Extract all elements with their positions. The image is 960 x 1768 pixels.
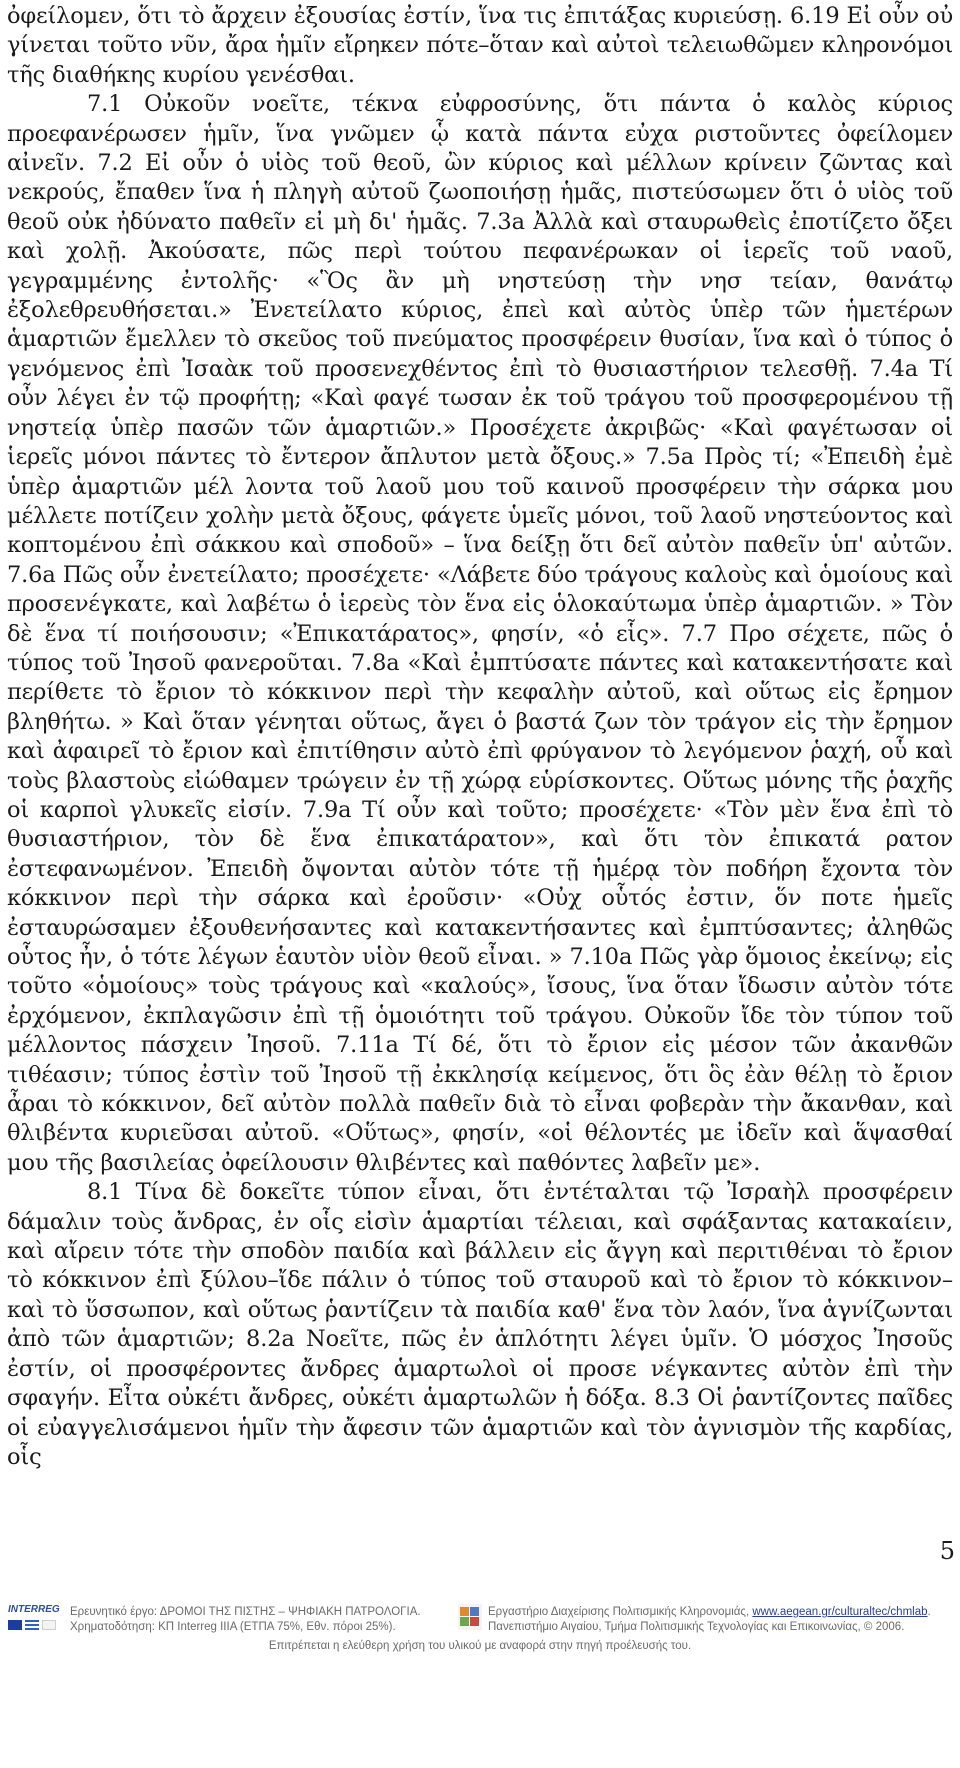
footer-lab-suffix: .	[927, 1606, 931, 1618]
footer-lab-prefix: Εργαστήριο Διαχείρισης Πολιτισμικής Κληρονομιάς,	[488, 1606, 753, 1618]
paragraph-chapter-7: 7.1 Οὐκοῦν νοεῖτε, τέκνα εὐφροσύνης, ὅτι πάντα ὁ καλὸς κύριος προεφανέρωσεν ἡμῖν, ἵνα γνῶμεν ᾧ κατὰ πάντα εὐχα ριστοῦντες ὀφείλομεν αἰνεῖν. 7.2 Εἰ οὖν ὁ υἱὸς τοῦ θεοῦ, ὢν κύριος καὶ μέλλων κρίνειν ζῶντας καὶ νεκρούς, ἔπαθεν ἵνα ἡ πληγὴ αὐτοῦ ζωοποιήσῃ ἡμᾶς, πιστεύσωμεν ὅτι ὁ υἱὸς τοῦ θεοῦ οὐκ ἠδύνατο παθεῖν εἰ μὴ δι' ἡμᾶς. 7.3a Ἀλλὰ καὶ σταυρωθεὶς ἐποτίζετο ὄξει καὶ χολῇ. Ἀκούσατε, πῶς περὶ τούτου πεφανέρωκαν οἱ ἱερεῖς τοῦ ναοῦ, γεγραμμένης ἐντολῆς· «Ὃς ἂν μὴ νηστεύσῃ τὴν νησ τείαν, θανάτῳ ἐξολεθρευθήσεται.» Ἐνετείλατο κύριος, ἐπεὶ καὶ αὐτὸς ὑπὲρ τῶν ἡμετέρων ἁμαρτιῶν ἔμελλεν τὸ σκεῦος τοῦ πνεύματος προσφέρειν θυσίαν, ἵνα καὶ ὁ τύπος ὁ γενόμενος ἐπὶ Ἰσαὰκ τοῦ προσενεχθέντος ἐπὶ τὸ θυσιαστήριον τελεσθῇ. 7.4a Τί οὖν λέγει ἐν τῷ προφήτῃ; «Καὶ φαγέ τωσαν ἐκ τοῦ τράγου τοῦ προσφερομένου τῇ νηστείᾳ ὑπὲρ πασῶν τῶν ἁμαρτιῶν.» Προσέχετε ἀκριβῶς· «Καὶ φαγέτωσαν οἱ ἱερεῖς μόνοι πάντες τὸ ἔντερον ἄπλυτον μετὰ ὄξους.» 7.5a Πρὸς τί; «Ἐπειδὴ ἐμὲ ὑπὲρ ἁμαρτιῶν μέλ λοντα τοῦ λαοῦ μου τοῦ καινοῦ προσφέρειν τὴν σάρκα μου μέλλετε ποτίζειν χολὴν μετὰ ὄξους, φάγετε ὑμεῖς μόνοι, τοῦ λαοῦ νηστεύοντος καὶ κοπτομένου ἐπὶ σάκκου καὶ σποδοῦ» – ἵνα δείξῃ ὅτι δεῖ αὐτὸν παθεῖν ὑπ' αὐτῶν. 7.6a Πῶς οὖν ἐνετείλατο; προσέχετε· «Λάβετε δύο τράγους καλοὺς καὶ ὁμοίους καὶ προσενέγκατε, καὶ λαβέτω ὁ ἱερεὺς τὸν ἕνα εἰς ὁλοκαύτωμα ὑπὲρ ἁμαρτιῶν. » Τὸν δὲ ἕνα τί ποιήσουσιν; «Ἐπικατάρατος», φησίν, «ὁ εἷς». 7.7 Προ σέχετε, πῶς ὁ τύπος τοῦ Ἰησοῦ φανεροῦται. 7.8a «Καὶ ἐμπτύσατε πάντες καὶ κατακεντήσατε καὶ περίθετε τὸ ἔριον τὸ κόκκινον περὶ τὴν κεφαλὴν αὐτοῦ, καὶ οὕτως εἰς ἔρημον βληθήτω. » Καὶ ὅταν γένηται οὕτως, ἄγει ὁ βαστά ζων τὸν τράγον εἰς τὴν ἔρημον καὶ ἀφαιρεῖ τὸ ἔριον καὶ ἐπιτίθησιν αὐτὸ ἐπὶ φρύγανον τὸ λεγόμενον ῥαχή, οὗ καὶ τοὺς βλαστοὺς εἰώθαμεν τρώγειν ἐν τῇ χώρᾳ εὑρίσκοντες. Οὕτως μόνης τῆς ῥαχῆς οἱ καρποὶ γλυκεῖς εἰσίν. 7.9a Τί οὖν καὶ τοῦτο; προσέχετε· «Τὸν μὲν ἕνα ἐπὶ τὸ θυσιαστήριον, τὸν δὲ ἕνα ἐπικατάρατον», καὶ ὅτι τὸν ἐπικατά ρατον ἐστεφανωμένον. Ἐπειδὴ ὄψονται αὐτὸν τότε τῇ ἡμέρᾳ τὸν ποδήρη ἔχοντα τὸν κόκκινον περὶ τὴν σάρκα καὶ ἐροῦσιν· «Οὐχ οὗτός ἐστιν, ὅν ποτε ἡμεῖς ἐσταυρώσαμεν ἐξουθενήσαντες καὶ κατακεντήσαντες καὶ ἐμπτύσαντες; ἀληθῶς οὗτος ἦν, ὁ τότε λέγων ἑαυτὸν υἱὸν θεοῦ εἶναι. » 7.10a Πῶς γὰρ ὅμοιος ἐκείνῳ; εἰς τοῦτο «ὁμοίους» τοὺς τράγους καὶ «καλούς», ἴσους, ἵνα ὅταν ἴδωσιν αὐτὸν τότε ἐρχόμενον, ἐκπλαγῶσιν ἐπὶ τῇ ὁμοιότητι τοῦ τράγου. Οὐκοῦν ἴδε τὸν τύπον τοῦ μέλλοντος πάσχειν Ἰησοῦ. 7.11a Τί δέ, ὅτι τὸ ἔριον εἰς μέσον τῶν ἀκανθῶν τιθέασιν; τύπος ἐστὶν τοῦ Ἰησοῦ τῇ ἐκκλησίᾳ κείμενος, ὅτι ὃς ἐὰν θέλῃ τὸ ἔριον ἆραι τὸ κόκκινον, δεῖ αὐτὸν πολλὰ παθεῖν διὰ τὸ εἶναι φοβερὰν τὴν ἄκανθαν, καὶ θλιβέντα κυριεῦσαι αὐτοῦ. «Οὕτως», φησίν, «οἱ θέλοντές με ἰδεῖν καὶ ἅψασθαί μου τῆς βασιλείας ὀφείλουσιν θλιβέντες καὶ παθόντες λαβεῖν με».	[7, 91, 953, 1176]
footer-lab-line	[488, 1606, 931, 1618]
page-footer	[0, 1598, 960, 1658]
cyprus-flag-icon	[42, 1620, 56, 1630]
footer-funding-line: Χρηματοδότηση: ΚΠ Interreg IIIA (ΕΤΠΑ 75%, Εθν. πόροι 25%).	[70, 1621, 396, 1633]
document-body	[7, 2, 953, 1472]
eu-flag-icon	[8, 1620, 22, 1630]
interreg-logo-text: INTERREG	[8, 1604, 60, 1615]
interreg-logo-icon	[8, 1604, 63, 1638]
paragraph-chapter-8: 8.1 Τίνα δὲ δοκεῖτε τύπον εἶναι, ὅτι ἐντέταλται τῷ Ἰσραὴλ προσφέρειν δάμαλιν τοὺς ἄνδρας, ἐν οἷς εἰσὶν ἁμαρτίαι τέλειαι, καὶ σφάξαντας κατακαίειν, καὶ αἴρειν τότε τὴν σποδὸν παιδία καὶ βάλλειν εἰς ἄγγη καὶ περιτιθέναι τὸ ἔριον τὸ κόκκινον ἐπὶ ξύλου–ἴδε πάλιν ὁ τύπος τοῦ σταυροῦ καὶ τὸ ἔριον τὸ κόκκινον–καὶ τὸ ὕσσωπον, καὶ οὕτως ῥαντίζειν τὰ παιδία καθ' ἕνα τὸν λαόν, ἵνα ἁγνίζωνται ἀπὸ τῶν ἁμαρτιῶν; 8.2a Νοεῖτε, πῶς ἐν ἁπλότητι λέγει ὑμῖν. Ὁ μόσχος Ἰησοῦς ἐστίν, οἱ προσφέροντες ἄνδρες ἁμαρτωλοὶ οἱ προσε νέγκαντες αὐτὸν ἐπὶ τὴν σφαγήν. Εἶτα οὐκέτι ἄνδρες, οὐκέτι ἁμαρτωλῶν ἡ δόξα. 8.3 Οἱ ῥαντίζοντες παῖδες οἱ εὐαγγελισάμενοι ἡμῖν τὴν ἄφεσιν τῶν ἁμαρτιῶν καὶ τὸν ἁγνισμὸν τῆς καρδίας, οἷς	[7, 1179, 953, 1470]
chmlab-link[interactable]: www.aegean.gr/culturaltec/chmlab	[752, 1606, 928, 1618]
footer-university-line: Πανεπιστήμιο Αιγαίου, Τμήμα Πολιτισμικής Τεχνολογίας και Επικοινωνίας, © 2006.	[488, 1621, 905, 1633]
footer-lab-info	[458, 1604, 958, 1638]
footer-project-info	[8, 1604, 448, 1638]
footer-project-line: Ερευνητικό έργο: ΔΡΟΜΟΙ ΤΗΣ ΠΙΣΤΗΣ – ΨΗΦΙΑΚΗ ΠΑΤΡΟΛΟΓΙΑ.	[70, 1606, 421, 1618]
chmlab-hand-logo-icon	[458, 1604, 482, 1630]
footer-usage-line: Επιτρέπεται η ελεύθερη χρήση του υλικού με αναφορά στην πηγή προέλευσής του.	[268, 1640, 692, 1652]
paragraph-continuation: ὀφείλομεν, ὅτι τὸ ἄρχειν ἐξουσίας ἐστίν, ἵνα τις ἐπιτάξας κυριεύσῃ. 6.19 Εἰ οὖν οὐ γίνεται τοῦτο νῦν, ἄρα ἡμῖν εἴρηκεν πότε–ὅταν καὶ αὐτοὶ τελειωθῶμεν κληρονόμοι τῆς διαθήκης κυρίου γενέσθαι.	[7, 3, 953, 88]
page-number: 5	[939, 1537, 955, 1565]
greece-flag-icon	[25, 1620, 39, 1630]
